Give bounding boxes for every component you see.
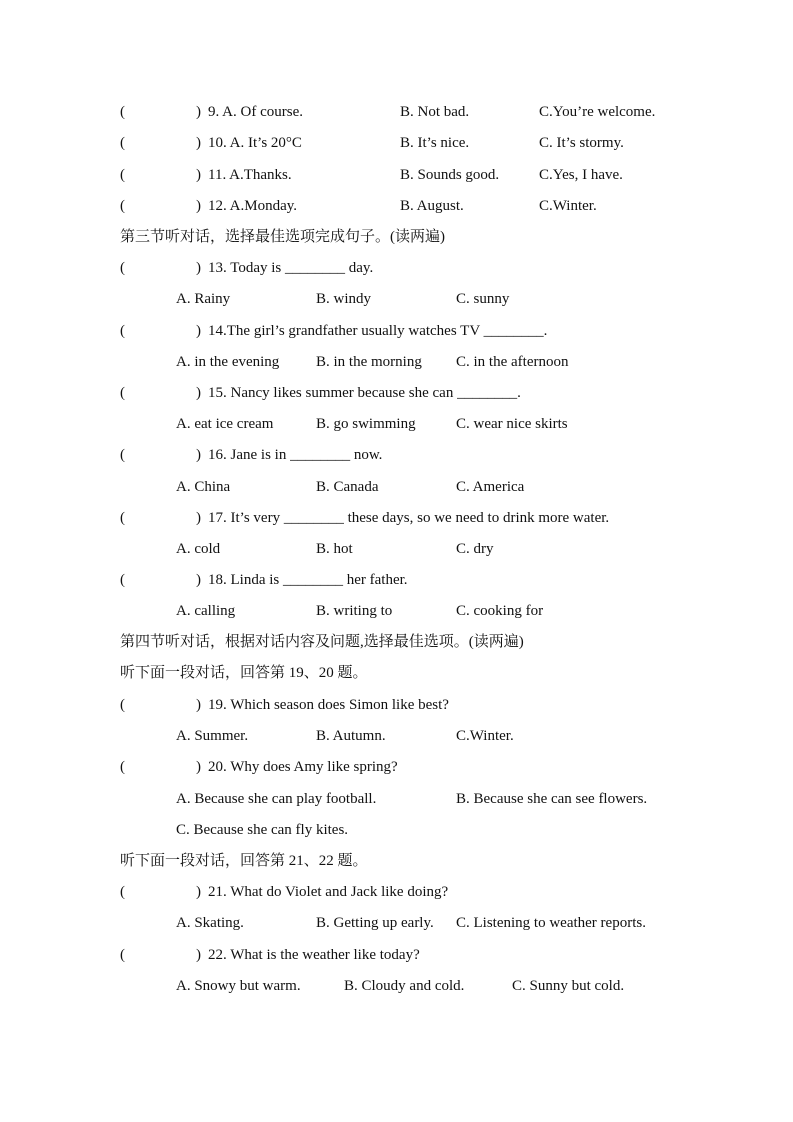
question-stem: 12. A.Monday. xyxy=(208,198,298,214)
answer-paren-open: ( xyxy=(120,104,125,120)
listen-instruction-21-22: 听下面一段对话，回答第 21、22 题。 xyxy=(120,853,368,869)
question-stem: 10. A. It’s 20°C xyxy=(208,135,302,151)
answer-paren-open: ( xyxy=(120,759,125,775)
question-stem: 18. Linda is ________ her father. xyxy=(208,572,408,588)
answer-paren-open: ( xyxy=(120,198,125,214)
option-c: C. in the afternoon xyxy=(456,354,569,370)
option-c: C. America xyxy=(456,479,525,495)
answer-paren-close: ) xyxy=(196,198,201,214)
question-stem: 19. Which season does Simon like best? xyxy=(208,697,449,713)
option-b: B. windy xyxy=(316,291,372,307)
option-b: B. Sounds good. xyxy=(400,167,500,183)
option-a: A. cold xyxy=(176,541,221,557)
answer-paren-close: ) xyxy=(196,697,201,713)
option-b: B. writing to xyxy=(316,603,393,619)
answer-paren-open: ( xyxy=(120,135,125,151)
option-b: B. Canada xyxy=(316,479,379,495)
answer-paren-open: ( xyxy=(120,447,125,463)
option-a: A. Rainy xyxy=(176,291,231,307)
answer-paren-close: ) xyxy=(196,104,201,120)
option-c: C.You’re welcome. xyxy=(539,104,656,120)
option-c: C. wear nice skirts xyxy=(456,416,568,432)
answer-paren-open: ( xyxy=(120,385,125,401)
answer-paren-open: ( xyxy=(120,167,125,183)
option-c: C. Listening to weather reports. xyxy=(456,915,646,931)
answer-paren-close: ) xyxy=(196,510,201,526)
answer-paren-open: ( xyxy=(120,697,125,713)
answer-paren-close: ) xyxy=(196,447,201,463)
option-b: B. It’s nice. xyxy=(400,135,470,151)
answer-paren-close: ) xyxy=(196,385,201,401)
option-b: B. in the morning xyxy=(316,354,422,370)
listen-instruction-19-20: 听下面一段对话，回答第 19、20 题。 xyxy=(120,665,368,681)
option-b: B. Cloudy and cold. xyxy=(344,978,465,994)
question-stem: 17. It’s very ________ these days, so we need to drink more water. xyxy=(208,510,610,526)
question-stem: 21. What do Violet and Jack like doing? xyxy=(208,884,449,900)
option-b: B. Autumn. xyxy=(316,728,386,744)
option-c: C. It’s stormy. xyxy=(539,135,624,151)
answer-paren-open: ( xyxy=(120,323,125,339)
option-b: B. Because she can see flowers. xyxy=(456,791,648,807)
answer-paren-close: ) xyxy=(196,135,201,151)
option-c: C.Winter. xyxy=(539,198,597,214)
answer-paren-open: ( xyxy=(120,572,125,588)
option-a: A. in the evening xyxy=(176,354,280,370)
option-c: C. Because she can fly kites. xyxy=(176,822,349,838)
question-stem: 15. Nancy likes summer because she can ________. xyxy=(208,385,521,401)
option-c: C. Sunny but cold. xyxy=(512,978,625,994)
section-3-heading: 第三节听对话，选择最佳选项完成句子。(读两遍) xyxy=(120,229,445,245)
answer-paren-open: ( xyxy=(120,947,125,963)
option-b: B. Not bad. xyxy=(400,104,470,120)
option-c: C. cooking for xyxy=(456,603,544,619)
option-c: C. dry xyxy=(456,541,494,557)
answer-paren-close: ) xyxy=(196,572,201,588)
option-a: A. Summer. xyxy=(176,728,249,744)
question-stem: 9. A. Of course. xyxy=(208,104,303,120)
answer-paren-open: ( xyxy=(120,510,125,526)
answer-paren-close: ) xyxy=(196,884,201,900)
option-a: A. eat ice cream xyxy=(176,416,274,432)
option-b: B. go swimming xyxy=(316,416,416,432)
option-c: C.Yes, I have. xyxy=(539,167,623,183)
question-stem: 20. Why does Amy like spring? xyxy=(208,759,398,775)
option-a: A. Snowy but warm. xyxy=(176,978,301,994)
answer-paren-close: ) xyxy=(196,260,201,276)
answer-paren-close: ) xyxy=(196,323,201,339)
option-a: A. China xyxy=(176,479,231,495)
option-c: C.Winter. xyxy=(456,728,514,744)
option-a: A. Because she can play football. xyxy=(176,791,377,807)
answer-paren-close: ) xyxy=(196,947,201,963)
section-4-heading: 第四节听对话，根据对话内容及问题,选择最佳选项。(读两遍) xyxy=(120,634,524,650)
answer-paren-open: ( xyxy=(120,260,125,276)
question-stem: 11. A.Thanks. xyxy=(208,167,292,183)
answer-paren-close: ) xyxy=(196,759,201,775)
answer-paren-close: ) xyxy=(196,167,201,183)
question-stem: 14.The girl’s grandfather usually watches TV ________. xyxy=(208,323,548,339)
option-a: A. Skating. xyxy=(176,915,244,931)
option-b: B. August. xyxy=(400,198,464,214)
option-b: B. hot xyxy=(316,541,353,557)
option-a: A. calling xyxy=(176,603,236,619)
answer-paren-open: ( xyxy=(120,884,125,900)
question-stem: 22. What is the weather like today? xyxy=(208,947,420,963)
question-stem: 16. Jane is in ________ now. xyxy=(208,447,383,463)
question-stem: 13. Today is ________ day. xyxy=(208,260,374,276)
option-b: B. Getting up early. xyxy=(316,915,434,931)
option-c: C. sunny xyxy=(456,291,510,307)
